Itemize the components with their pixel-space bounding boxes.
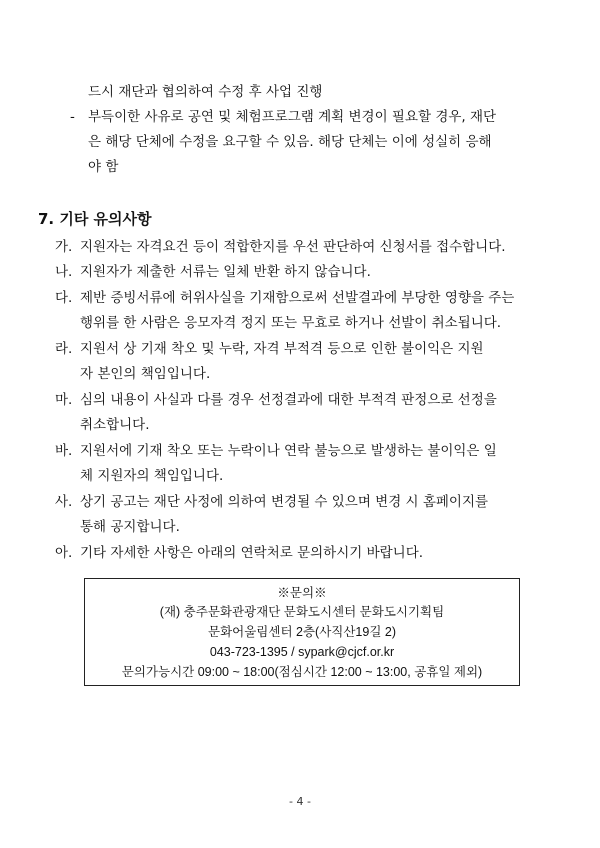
item-marker-ga: 가. — [55, 239, 73, 255]
contact-address: 문화어울림센터 2층(사직산19길 2) — [208, 625, 396, 639]
bullet-dash: - — [70, 109, 75, 125]
item-ba-line-2: 체 지원자의 책임입니다. — [80, 468, 224, 484]
item-da-line-1: 제반 증빙서류에 허위사실을 기재함으로써 선발결과에 부당한 영향을 주는 — [80, 290, 515, 306]
page-number: - 4 - — [289, 795, 311, 808]
item-marker-a: 아. — [55, 545, 73, 561]
contact-title: ※문의※ — [277, 586, 327, 600]
section-heading: 7. 기타 유의사항 — [38, 210, 152, 228]
item-ma-line-2: 취소합니다. — [80, 417, 150, 433]
bullet-text-line-1: 부득이한 사유로 공연 및 체험프로그램 계획 변경이 필요할 경우, 재단 — [88, 109, 497, 125]
item-da-line-2: 행위를 한 사람은 응모자격 정지 또는 무효로 하거나 선발이 취소됩니다. — [80, 315, 502, 331]
item-ra-line-1: 지원서 상 기재 착오 및 누락, 자격 부적격 등으로 인한 불이익은 지원 — [80, 341, 484, 357]
bullet-text-line-3: 야 함 — [88, 159, 119, 175]
item-marker-ba: 바. — [55, 443, 73, 459]
contact-hours: 문의가능시간 09:00 ~ 18:00(점심시간 12:00 ~ 13:00, 공휴일 제외) — [121, 665, 483, 679]
item-ba-line-1: 지원서에 기재 착오 또는 누락이나 연락 불능으로 발생하는 불이익은 일 — [80, 443, 497, 459]
item-ma-line-1: 심의 내용이 사실과 다를 경우 선정결과에 대한 부적격 판정으로 선정을 — [80, 392, 497, 408]
item-a-line-1: 기타 자세한 사항은 아래의 연락처로 문의하시기 바랍니다. — [80, 545, 424, 561]
contact-box — [84, 578, 520, 686]
item-na-line-1: 지원자가 제출한 서류는 일체 반환 하지 않습니다. — [80, 264, 371, 280]
item-marker-ma: 마. — [55, 392, 73, 408]
item-ra-line-2: 자 본인의 책임입니다. — [80, 366, 211, 382]
contact-organization: (재) 충주문화관광재단 문화도시센터 문화도시기획팀 — [159, 605, 445, 619]
item-marker-da: 다. — [55, 290, 73, 306]
item-marker-sa: 사. — [55, 494, 73, 510]
intro-continuation-line: 드시 재단과 협의하여 수정 후 사업 진행 — [88, 84, 323, 100]
bullet-text-line-2: 은 해당 단체에 수정을 요구할 수 있음. 해당 단체는 이에 성실히 응해 — [88, 134, 492, 150]
item-sa-line-2: 통해 공지합니다. — [80, 519, 180, 535]
item-ga-line-1: 지원자는 자격요건 등이 적합한지를 우선 판단하여 신청서를 접수합니다. — [80, 239, 506, 255]
item-marker-ra: 라. — [55, 341, 73, 357]
contact-phone-email: 043-723-1395 / sypark@cjcf.or.kr — [209, 645, 395, 659]
item-sa-line-1: 상기 공고는 재단 사정에 의하여 변경될 수 있으며 변경 시 홈페이지를 — [80, 494, 489, 510]
item-marker-na: 나. — [55, 264, 73, 280]
